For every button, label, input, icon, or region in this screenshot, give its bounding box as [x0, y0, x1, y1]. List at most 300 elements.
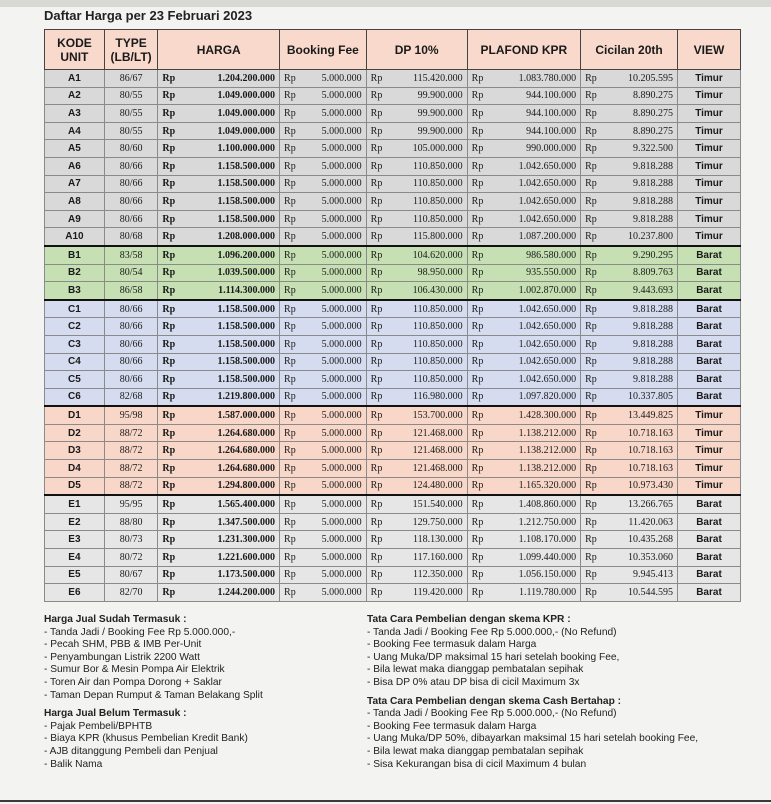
harga-cell: 1.158.500.000: [181, 193, 280, 211]
note-item: - Taman Depan Rumput & Taman Belakang Split: [44, 689, 263, 701]
booking-currency: Rp: [280, 442, 303, 460]
booking-cell: 5.000.000: [302, 157, 366, 175]
table-row: [45, 513, 741, 531]
note-item: - Biaya KPR (khusus Pembelian Kredit Bank): [44, 733, 248, 745]
page-title: Daftar Harga per 23 Februari 2023: [44, 8, 253, 23]
plafond-cell: 1.138.212.000: [490, 424, 581, 442]
table-row: [45, 584, 741, 602]
cicilan-currency: Rp: [581, 406, 604, 424]
dp-cell: 98.950.000: [389, 264, 467, 282]
view-cell: Timur: [678, 210, 741, 228]
kode-cell: D3: [45, 442, 105, 460]
header-harga: HARGA: [158, 30, 280, 70]
plafond-cell: 1.119.780.000: [490, 584, 581, 602]
cicilan-currency: Rp: [581, 460, 604, 478]
booking-currency: Rp: [280, 406, 303, 424]
dp-currency: Rp: [366, 371, 389, 389]
booking-currency: Rp: [280, 513, 303, 531]
cicilan-cell: 9.818.288: [603, 371, 677, 389]
booking-cell: 5.000.000: [302, 318, 366, 336]
harga-currency: Rp: [158, 300, 181, 318]
plafond-cell: 1.083.780.000: [490, 70, 581, 88]
booking-cell: 5.000.000: [302, 424, 366, 442]
cicilan-cell: 9.818.288: [603, 210, 677, 228]
kode-cell: D5: [45, 477, 105, 495]
table-row: [45, 140, 741, 158]
table-row: [45, 300, 741, 318]
booking-currency: Rp: [280, 210, 303, 228]
cicilan-currency: Rp: [581, 531, 604, 549]
harga-currency: Rp: [158, 371, 181, 389]
price-table-container: [44, 29, 741, 602]
note-item: - Uang Muka/DP 50%, dibayarkan maksimal 15 hari setelah booking Fee,: [367, 733, 699, 745]
type-cell: 80/66: [104, 318, 158, 336]
header-dp: DP 10%: [366, 30, 467, 70]
harga-currency: Rp: [158, 460, 181, 478]
booking-currency: Rp: [280, 477, 303, 495]
harga-cell: 1.158.500.000: [181, 335, 280, 353]
dp-currency: Rp: [366, 424, 389, 442]
dp-currency: Rp: [366, 388, 389, 406]
included-list: [44, 627, 364, 703]
harga-cell: 1.158.500.000: [181, 300, 280, 318]
harga-cell: 1.221.600.000: [181, 549, 280, 567]
view-cell: Timur: [678, 122, 741, 140]
dp-cell: 99.900.000: [389, 122, 467, 140]
plafond-currency: Rp: [467, 371, 490, 389]
plafond-cell: 1.042.650.000: [490, 371, 581, 389]
harga-cell: 1.158.500.000: [181, 175, 280, 193]
harga-cell: 1.049.000.000: [181, 122, 280, 140]
table-row: [45, 87, 741, 105]
plafond-currency: Rp: [467, 122, 490, 140]
plafond-cell: 944.100.000: [490, 105, 581, 123]
kode-cell: A4: [45, 122, 105, 140]
booking-cell: 5.000.000: [302, 566, 366, 584]
harga-cell: 1.158.500.000: [181, 318, 280, 336]
dp-cell: 116.980.000: [389, 388, 467, 406]
harga-currency: Rp: [158, 122, 181, 140]
table-row: [45, 157, 741, 175]
cicilan-cell: 10.544.595: [603, 584, 677, 602]
dp-currency: Rp: [366, 442, 389, 460]
plafond-cell: 1.165.320.000: [490, 477, 581, 495]
plafond-currency: Rp: [467, 157, 490, 175]
cicilan-currency: Rp: [581, 228, 604, 246]
dp-currency: Rp: [366, 193, 389, 211]
booking-cell: 5.000.000: [302, 282, 366, 300]
dp-currency: Rp: [366, 318, 389, 336]
type-cell: 80/73: [104, 531, 158, 549]
type-cell: 88/72: [104, 442, 158, 460]
booking-currency: Rp: [280, 228, 303, 246]
plafond-currency: Rp: [467, 353, 490, 371]
header-booking: Booking Fee: [280, 30, 367, 70]
booking-cell: 5.000.000: [302, 140, 366, 158]
harga-currency: Rp: [158, 406, 181, 424]
cicilan-currency: Rp: [581, 371, 604, 389]
table-row: [45, 193, 741, 211]
dp-currency: Rp: [366, 264, 389, 282]
plafond-cell: 1.408.860.000: [490, 495, 581, 513]
kode-cell: E2: [45, 513, 105, 531]
plafond-currency: Rp: [467, 549, 490, 567]
kode-cell: A1: [45, 70, 105, 88]
plafond-currency: Rp: [467, 424, 490, 442]
table-row: [45, 460, 741, 478]
plafond-currency: Rp: [467, 175, 490, 193]
harga-currency: Rp: [158, 353, 181, 371]
booking-currency: Rp: [280, 566, 303, 584]
plafond-cell: 1.099.440.000: [490, 549, 581, 567]
table-row: [45, 442, 741, 460]
type-cell: 80/66: [104, 175, 158, 193]
table-row: [45, 210, 741, 228]
cicilan-cell: 9.818.288: [603, 193, 677, 211]
cicilan-currency: Rp: [581, 140, 604, 158]
plafond-cell: 1.042.650.000: [490, 318, 581, 336]
kode-cell: C1: [45, 300, 105, 318]
harga-currency: Rp: [158, 282, 181, 300]
type-cell: 88/72: [104, 477, 158, 495]
kpr-title: Tata Cara Pembelian dengan skema KPR :: [367, 614, 571, 625]
cicilan-currency: Rp: [581, 105, 604, 123]
dp-cell: 110.850.000: [389, 175, 467, 193]
harga-currency: Rp: [158, 442, 181, 460]
plafond-currency: Rp: [467, 406, 490, 424]
view-cell: Barat: [678, 282, 741, 300]
price-table: [44, 29, 741, 602]
cicilan-cell: 10.718.163: [603, 442, 677, 460]
view-cell: Barat: [678, 371, 741, 389]
note-item: - Balik Nama: [44, 758, 103, 770]
cicilan-cell: 9.818.288: [603, 335, 677, 353]
type-cell: 80/55: [104, 105, 158, 123]
table-row: [45, 549, 741, 567]
dp-currency: Rp: [366, 122, 389, 140]
booking-cell: 5.000.000: [302, 531, 366, 549]
cicilan-currency: Rp: [581, 566, 604, 584]
cicilan-cell: 8.890.275: [603, 105, 677, 123]
harga-cell: 1.158.500.000: [181, 210, 280, 228]
booking-currency: Rp: [280, 460, 303, 478]
booking-currency: Rp: [280, 371, 303, 389]
cicilan-cell: 8.890.275: [603, 87, 677, 105]
kode-cell: A9: [45, 210, 105, 228]
dp-cell: 110.850.000: [389, 335, 467, 353]
view-cell: Barat: [678, 549, 741, 567]
harga-currency: Rp: [158, 513, 181, 531]
cicilan-cell: 10.973.430: [603, 477, 677, 495]
note-item: - Toren Air dan Pompa Dorong + Saklar: [44, 676, 222, 688]
dp-currency: Rp: [366, 353, 389, 371]
kode-cell: E1: [45, 495, 105, 513]
view-cell: Barat: [678, 388, 741, 406]
plafond-cell: 1.138.212.000: [490, 460, 581, 478]
plafond-currency: Rp: [467, 264, 490, 282]
cicilan-cell: 9.818.288: [603, 175, 677, 193]
dp-cell: 118.130.000: [389, 531, 467, 549]
note-item: - Tanda Jadi / Booking Fee Rp 5.000.000,- (No Refund): [367, 626, 617, 638]
note-item: - Pecah SHM, PBB & IMB Per-Unit: [44, 639, 202, 651]
view-cell: Barat: [678, 335, 741, 353]
note-item: - Penyambungan Listrik 2200 Watt: [44, 651, 200, 663]
type-cell: 82/68: [104, 388, 158, 406]
cicilan-currency: Rp: [581, 442, 604, 460]
note-item: - Sumur Bor & Mesin Pompa Air Elektrik: [44, 664, 225, 676]
cicilan-currency: Rp: [581, 335, 604, 353]
booking-currency: Rp: [280, 335, 303, 353]
harga-currency: Rp: [158, 424, 181, 442]
harga-cell: 1.208.000.000: [181, 228, 280, 246]
harga-cell: 1.294.800.000: [181, 477, 280, 495]
booking-cell: 5.000.000: [302, 513, 366, 531]
note-item: - AJB ditanggung Pembeli dan Penjual: [44, 745, 218, 757]
harga-currency: Rp: [158, 531, 181, 549]
kode-cell: C4: [45, 353, 105, 371]
harga-cell: 1.158.500.000: [181, 371, 280, 389]
type-cell: 88/72: [104, 460, 158, 478]
harga-currency: Rp: [158, 566, 181, 584]
harga-currency: Rp: [158, 87, 181, 105]
plafond-cell: 1.042.650.000: [490, 210, 581, 228]
harga-currency: Rp: [158, 105, 181, 123]
booking-cell: 5.000.000: [302, 210, 366, 228]
type-cell: 80/72: [104, 549, 158, 567]
harga-currency: Rp: [158, 246, 181, 264]
dp-currency: Rp: [366, 406, 389, 424]
table-row: [45, 566, 741, 584]
dp-cell: 119.420.000: [389, 584, 467, 602]
dp-cell: 124.480.000: [389, 477, 467, 495]
type-cell: 88/80: [104, 513, 158, 531]
plafond-currency: Rp: [467, 300, 490, 318]
dp-cell: 110.850.000: [389, 210, 467, 228]
view-cell: Barat: [678, 584, 741, 602]
dp-currency: Rp: [366, 246, 389, 264]
dp-currency: Rp: [366, 566, 389, 584]
cicilan-currency: Rp: [581, 122, 604, 140]
kode-cell: B1: [45, 246, 105, 264]
harga-cell: 1.587.000.000: [181, 406, 280, 424]
plafond-currency: Rp: [467, 460, 490, 478]
cicilan-currency: Rp: [581, 246, 604, 264]
dp-currency: Rp: [366, 157, 389, 175]
kode-cell: E6: [45, 584, 105, 602]
dp-currency: Rp: [366, 531, 389, 549]
cicilan-cell: 13.266.765: [603, 495, 677, 513]
plafond-cell: 990.000.000: [490, 140, 581, 158]
booking-cell: 5.000.000: [302, 264, 366, 282]
plafond-cell: 986.580.000: [490, 246, 581, 264]
cicilan-cell: 10.718.163: [603, 460, 677, 478]
dp-cell: 117.160.000: [389, 549, 467, 567]
booking-cell: 5.000.000: [302, 175, 366, 193]
cicilan-currency: Rp: [581, 477, 604, 495]
view-cell: Barat: [678, 318, 741, 336]
plafond-currency: Rp: [467, 70, 490, 88]
type-cell: 80/60: [104, 140, 158, 158]
type-cell: 80/55: [104, 87, 158, 105]
dp-cell: 115.800.000: [389, 228, 467, 246]
cicilan-currency: Rp: [581, 318, 604, 336]
booking-currency: Rp: [280, 424, 303, 442]
header-cicilan: Cicilan 20th: [581, 30, 678, 70]
cicilan-currency: Rp: [581, 282, 604, 300]
dp-cell: 104.620.000: [389, 246, 467, 264]
dp-currency: Rp: [366, 140, 389, 158]
kode-cell: B3: [45, 282, 105, 300]
booking-cell: 5.000.000: [302, 122, 366, 140]
view-cell: Timur: [678, 175, 741, 193]
table-row: [45, 424, 741, 442]
booking-currency: Rp: [280, 353, 303, 371]
plafond-cell: 1.042.650.000: [490, 353, 581, 371]
harga-currency: Rp: [158, 264, 181, 282]
dp-cell: 110.850.000: [389, 193, 467, 211]
kode-cell: C5: [45, 371, 105, 389]
cicilan-currency: Rp: [581, 264, 604, 282]
table-header-row: [45, 30, 741, 70]
booking-currency: Rp: [280, 495, 303, 513]
type-cell: 82/70: [104, 584, 158, 602]
booking-cell: 5.000.000: [302, 87, 366, 105]
kode-cell: C2: [45, 318, 105, 336]
note-item: - Bisa DP 0% atau DP bisa di cicil Maximum 3x: [367, 676, 580, 688]
kode-cell: B2: [45, 264, 105, 282]
kode-cell: A7: [45, 175, 105, 193]
cicilan-currency: Rp: [581, 353, 604, 371]
plafond-cell: 1.042.650.000: [490, 193, 581, 211]
type-cell: 88/72: [104, 424, 158, 442]
plafond-currency: Rp: [467, 140, 490, 158]
cicilan-cell: 10.237.800: [603, 228, 677, 246]
table-row: [45, 371, 741, 389]
dp-cell: 99.900.000: [389, 87, 467, 105]
note-item: - Bila lewat maka dianggap pembatalan sepihak: [367, 745, 584, 757]
dp-cell: 110.850.000: [389, 157, 467, 175]
booking-currency: Rp: [280, 87, 303, 105]
plafond-currency: Rp: [467, 282, 490, 300]
type-cell: 80/66: [104, 371, 158, 389]
plafond-cell: 1.087.200.000: [490, 228, 581, 246]
table-row: [45, 531, 741, 549]
view-cell: Barat: [678, 495, 741, 513]
booking-cell: 5.000.000: [302, 495, 366, 513]
excluded-list: [44, 721, 364, 771]
booking-currency: Rp: [280, 318, 303, 336]
note-item: - Sisa Kekurangan bisa di cicil Maximum 4 bulan: [367, 758, 587, 770]
type-cell: 95/95: [104, 495, 158, 513]
plafond-currency: Rp: [467, 531, 490, 549]
type-cell: 80/55: [104, 122, 158, 140]
dp-cell: 110.850.000: [389, 371, 467, 389]
bottom-divider: [0, 800, 771, 802]
notes-right: [367, 614, 747, 771]
type-cell: 80/66: [104, 210, 158, 228]
harga-cell: 1.204.200.000: [181, 70, 280, 88]
view-cell: Timur: [678, 157, 741, 175]
cicilan-currency: Rp: [581, 70, 604, 88]
harga-currency: Rp: [158, 175, 181, 193]
kode-cell: A5: [45, 140, 105, 158]
view-cell: Timur: [678, 406, 741, 424]
harga-currency: Rp: [158, 140, 181, 158]
harga-currency: Rp: [158, 157, 181, 175]
booking-currency: Rp: [280, 264, 303, 282]
view-cell: Barat: [678, 264, 741, 282]
plafond-cell: 1.042.650.000: [490, 175, 581, 193]
type-cell: 80/68: [104, 228, 158, 246]
plafond-currency: Rp: [467, 105, 490, 123]
dp-currency: Rp: [366, 513, 389, 531]
cicilan-currency: Rp: [581, 210, 604, 228]
cicilan-currency: Rp: [581, 300, 604, 318]
dp-currency: Rp: [366, 549, 389, 567]
dp-currency: Rp: [366, 70, 389, 88]
plafond-cell: 944.100.000: [490, 122, 581, 140]
booking-cell: 5.000.000: [302, 228, 366, 246]
dp-cell: 110.850.000: [389, 353, 467, 371]
dp-cell: 153.700.000: [389, 406, 467, 424]
harga-currency: Rp: [158, 495, 181, 513]
cicilan-currency: Rp: [581, 495, 604, 513]
view-cell: Timur: [678, 87, 741, 105]
harga-currency: Rp: [158, 549, 181, 567]
cicilan-cell: 9.818.288: [603, 318, 677, 336]
harga-cell: 1.565.400.000: [181, 495, 280, 513]
booking-currency: Rp: [280, 175, 303, 193]
harga-cell: 1.049.000.000: [181, 87, 280, 105]
type-cell: 80/66: [104, 353, 158, 371]
harga-cell: 1.100.000.000: [181, 140, 280, 158]
cicilan-cell: 10.353.060: [603, 549, 677, 567]
plafond-currency: Rp: [467, 477, 490, 495]
harga-currency: Rp: [158, 318, 181, 336]
booking-currency: Rp: [280, 584, 303, 602]
booking-currency: Rp: [280, 531, 303, 549]
harga-currency: Rp: [158, 388, 181, 406]
kpr-list: [367, 627, 747, 690]
plafond-cell: 1.108.170.000: [490, 531, 581, 549]
table-row: [45, 264, 741, 282]
booking-cell: 5.000.000: [302, 246, 366, 264]
dp-cell: 110.850.000: [389, 300, 467, 318]
booking-currency: Rp: [280, 282, 303, 300]
dp-cell: 121.468.000: [389, 460, 467, 478]
type-cell: 80/66: [104, 300, 158, 318]
dp-currency: Rp: [366, 335, 389, 353]
table-row: [45, 335, 741, 353]
dp-cell: 115.420.000: [389, 70, 467, 88]
kode-cell: A2: [45, 87, 105, 105]
table-row: [45, 353, 741, 371]
harga-cell: 1.096.200.000: [181, 246, 280, 264]
harga-cell: 1.173.500.000: [181, 566, 280, 584]
cicilan-cell: 10.337.805: [603, 388, 677, 406]
harga-currency: Rp: [158, 335, 181, 353]
note-item: - Bila lewat maka dianggap pembatalan sepihak: [367, 664, 584, 676]
booking-currency: Rp: [280, 70, 303, 88]
plafond-cell: 1.138.212.000: [490, 442, 581, 460]
table-row: [45, 122, 741, 140]
dp-currency: Rp: [366, 300, 389, 318]
included-title: Harga Jual Sudah Termasuk :: [44, 614, 187, 625]
type-cell: 80/67: [104, 566, 158, 584]
view-cell: Timur: [678, 228, 741, 246]
cicilan-cell: 9.290.295: [603, 246, 677, 264]
booking-currency: Rp: [280, 193, 303, 211]
